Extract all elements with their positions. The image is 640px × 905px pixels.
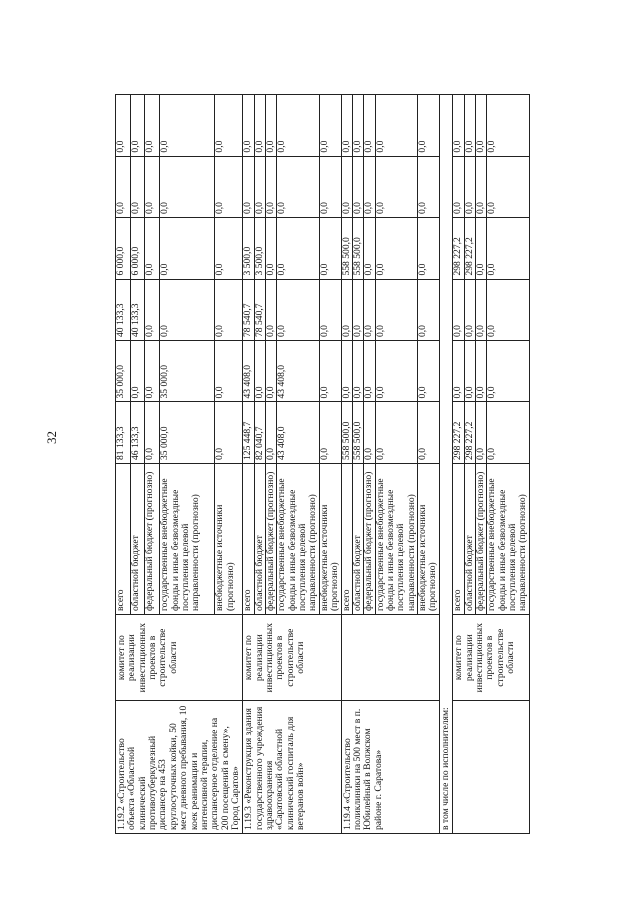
funding-source-label: государственные внебюджетные фонды и иные безвозмездные поступления целевой направленности (прогнозно) <box>277 463 319 614</box>
funding-table <box>115 94 530 834</box>
amount-cell: 0,0 <box>453 279 464 340</box>
amount-cell: 0,0 <box>487 95 529 157</box>
amount-cell: 0,0 <box>464 341 475 402</box>
amount-cell: 0,0 <box>266 156 277 217</box>
amount-cell: 40 133,3 <box>116 279 131 340</box>
amount-cell: 0,0 <box>145 218 160 279</box>
amount-cell: 6 000,0 <box>116 218 131 279</box>
amount-cell: 0,0 <box>418 279 440 340</box>
amount-cell: 558 500,0 <box>341 402 352 463</box>
funding-source-label: всего <box>116 463 131 614</box>
amount-cell: 43 408,0 <box>277 402 319 463</box>
amount-cell: 0,0 <box>277 218 319 279</box>
amount-cell: 0,0 <box>277 279 319 340</box>
amount-cell: 43 408,0 <box>243 341 254 402</box>
amount-cell: 0,0 <box>116 156 131 217</box>
amount-cell: 0,0 <box>341 279 352 340</box>
funding-source-label: внебюджетные источники (прогнозно) <box>215 463 243 614</box>
amount-cell: 0,0 <box>145 341 160 402</box>
amount-cell: 0,0 <box>487 341 529 402</box>
amount-cell: 558 500,0 <box>352 218 363 279</box>
amount-cell: 558 500,0 <box>352 402 363 463</box>
amount-cell: 0,0 <box>364 402 375 463</box>
amount-cell: 0,0 <box>341 156 352 217</box>
amount-cell: 78 540,7 <box>243 279 254 340</box>
amount-cell: 0,0 <box>130 156 145 217</box>
amount-cell: 0,0 <box>160 95 215 157</box>
amount-cell: 0,0 <box>375 402 417 463</box>
amount-cell: 81 133,3 <box>116 402 131 463</box>
funding-source-label: государственные внебюджетные фонды и иные безвозмездные поступления целевой направленности (прогнозно) <box>160 463 215 614</box>
amount-cell: 0,0 <box>254 341 265 402</box>
amount-cell: 0,0 <box>464 156 475 217</box>
amount-cell: 46 133,3 <box>130 402 145 463</box>
funding-source-label: внебюджетные источники (прогнозно) <box>319 463 341 614</box>
amount-cell: 0,0 <box>475 341 486 402</box>
amount-cell: 0,0 <box>215 156 243 217</box>
amount-cell: 0,0 <box>215 341 243 402</box>
amount-cell: 0,0 <box>418 95 440 157</box>
executor-name <box>341 615 439 701</box>
page-number: 32 <box>44 431 59 444</box>
amount-cell: 0,0 <box>341 95 352 157</box>
funding-source-label: федеральный бюджет (прогнозно) <box>145 463 160 614</box>
funding-source-label: федеральный бюджет (прогнозно) <box>475 463 486 614</box>
amount-cell: 0,0 <box>418 156 440 217</box>
amount-cell: 35 000,0 <box>160 341 215 402</box>
amount-cell: 0,0 <box>418 402 440 463</box>
amount-cell: 298 227,2 <box>453 218 464 279</box>
project-name: 1.19.3 «Реконструкция здания государственного учреждения здравоохранения «Саратовский областной клинический госпиталь для ветеранов войн» <box>243 701 341 834</box>
funding-source-label: федеральный бюджет (прогнозно) <box>364 463 375 614</box>
table-row <box>243 95 254 834</box>
amount-cell: 0,0 <box>319 218 341 279</box>
summary-blank <box>453 701 530 834</box>
project-name: 1.19.2 «Строительство объекта «Областной клинический противотуберкулезный диспансер на 453 круглосуточных койки, 50 мест дневного пребывания, 10 коек реанимации и интенсивной терапии, диспансерное отделение на 200 посещений в смену», Город Саратов» <box>116 701 243 834</box>
amount-cell: 40 133,3 <box>130 279 145 340</box>
amount-cell: 558 500,0 <box>341 218 352 279</box>
amount-cell: 0,0 <box>464 95 475 157</box>
funding-source-label: областной бюджет <box>352 463 363 614</box>
amount-cell: 0,0 <box>487 218 529 279</box>
amount-cell: 0,0 <box>364 218 375 279</box>
amount-cell: 0,0 <box>145 279 160 340</box>
amount-cell: 0,0 <box>375 156 417 217</box>
amount-cell: 43 408,0 <box>277 341 319 402</box>
amount-cell: 0,0 <box>277 156 319 217</box>
amount-cell: 0,0 <box>375 341 417 402</box>
amount-cell: 0,0 <box>254 156 265 217</box>
amount-cell: 0,0 <box>215 95 243 157</box>
amount-cell: 0,0 <box>487 402 529 463</box>
amount-cell: 0,0 <box>464 279 475 340</box>
amount-cell: 0,0 <box>266 218 277 279</box>
funding-source-label: государственные внебюджетные фонды и иные безвозмездные поступления целевой направленности (прогнозно) <box>375 463 417 614</box>
amount-cell: 0,0 <box>266 95 277 157</box>
executor-name: комитет по реализации инвестиционных проектов в строительстве области <box>116 615 243 701</box>
funding-source-label: государственные внебюджетные фонды и иные безвозмездные поступления целевой направленности (прогнозно) <box>487 463 529 614</box>
amount-cell: 0,0 <box>364 95 375 157</box>
amount-cell: 0,0 <box>319 341 341 402</box>
amount-cell: 0,0 <box>319 279 341 340</box>
amount-cell: 0,0 <box>475 279 486 340</box>
amount-cell: 3 500,0 <box>243 218 254 279</box>
amount-cell: 0,0 <box>266 402 277 463</box>
amount-cell: 0,0 <box>130 95 145 157</box>
amount-cell: 0,0 <box>352 341 363 402</box>
amount-cell: 35 000,0 <box>116 341 131 402</box>
executors-note: в том числе по исполнителям: <box>439 95 452 834</box>
rotated-page <box>115 94 625 834</box>
amount-cell: 0,0 <box>319 402 341 463</box>
amount-cell: 0,0 <box>453 156 464 217</box>
funding-source-label: областной бюджет <box>254 463 265 614</box>
amount-cell: 0,0 <box>418 218 440 279</box>
table-row <box>341 95 352 834</box>
amount-cell: 0,0 <box>375 95 417 157</box>
amount-cell: 0,0 <box>215 402 243 463</box>
amount-cell: 0,0 <box>266 279 277 340</box>
amount-cell: 0,0 <box>160 218 215 279</box>
amount-cell: 298 227,2 <box>464 402 475 463</box>
amount-cell: 0,0 <box>116 95 131 157</box>
amount-cell: 0,0 <box>266 341 277 402</box>
amount-cell: 0,0 <box>453 95 464 157</box>
amount-cell: 0,0 <box>352 279 363 340</box>
amount-cell: 0,0 <box>277 95 319 157</box>
amount-cell: 0,0 <box>145 402 160 463</box>
amount-cell: 0,0 <box>475 156 486 217</box>
funding-source-label: областной бюджет <box>130 463 145 614</box>
amount-cell: 0,0 <box>364 279 375 340</box>
amount-cell: 298 227,2 <box>464 218 475 279</box>
amount-cell: 0,0 <box>254 95 265 157</box>
amount-cell: 78 540,7 <box>254 279 265 340</box>
amount-cell: 0,0 <box>375 279 417 340</box>
amount-cell: 0,0 <box>487 156 529 217</box>
amount-cell: 0,0 <box>475 95 486 157</box>
table-row <box>116 95 131 834</box>
amount-cell: 125 448,7 <box>243 402 254 463</box>
amount-cell: 0,0 <box>475 402 486 463</box>
executors-note-row <box>439 95 452 834</box>
amount-cell: 0,0 <box>215 279 243 340</box>
amount-cell: 0,0 <box>453 341 464 402</box>
summary-executor: комитет по реализации инвестиционных проектов в строительстве области <box>453 615 530 701</box>
amount-cell: 0,0 <box>364 156 375 217</box>
amount-cell: 82 040,7 <box>254 402 265 463</box>
amount-cell: 0,0 <box>145 156 160 217</box>
amount-cell: 0,0 <box>352 95 363 157</box>
funding-source-label: всего <box>341 463 352 614</box>
amount-cell: 0,0 <box>341 341 352 402</box>
amount-cell: 0,0 <box>243 156 254 217</box>
amount-cell: 0,0 <box>364 341 375 402</box>
amount-cell: 35 000,0 <box>160 402 215 463</box>
amount-cell: 0,0 <box>319 95 341 157</box>
amount-cell: 0,0 <box>130 341 145 402</box>
amount-cell: 6 000,0 <box>130 218 145 279</box>
amount-cell: 0,0 <box>215 218 243 279</box>
amount-cell: 0,0 <box>319 156 341 217</box>
funding-source-label: всего <box>243 463 254 614</box>
amount-cell: 0,0 <box>160 156 215 217</box>
amount-cell: 0,0 <box>475 218 486 279</box>
amount-cell: 0,0 <box>487 279 529 340</box>
executor-name: комитет по реализации инвестиционных проектов в строительстве области <box>243 615 341 701</box>
amount-cell: 0,0 <box>243 95 254 157</box>
funding-source-label: областной бюджет <box>464 463 475 614</box>
funding-source-label: всего <box>453 463 464 614</box>
project-name: 1.19.4 «Строительство поликлиники на 500 мест в п. Юбилейный в Волжском районе г. Саратова» <box>341 701 439 834</box>
amount-cell: 0,0 <box>418 341 440 402</box>
funding-source-label: федеральный бюджет (прогнозно) <box>266 463 277 614</box>
amount-cell: 0,0 <box>145 95 160 157</box>
amount-cell: 0,0 <box>352 156 363 217</box>
funding-source-label: внебюджетные источники (прогнозно) <box>418 463 440 614</box>
amount-cell: 0,0 <box>160 279 215 340</box>
table-row <box>453 95 464 834</box>
amount-cell: 298 227,2 <box>453 402 464 463</box>
amount-cell: 0,0 <box>375 218 417 279</box>
amount-cell: 3 500,0 <box>254 218 265 279</box>
